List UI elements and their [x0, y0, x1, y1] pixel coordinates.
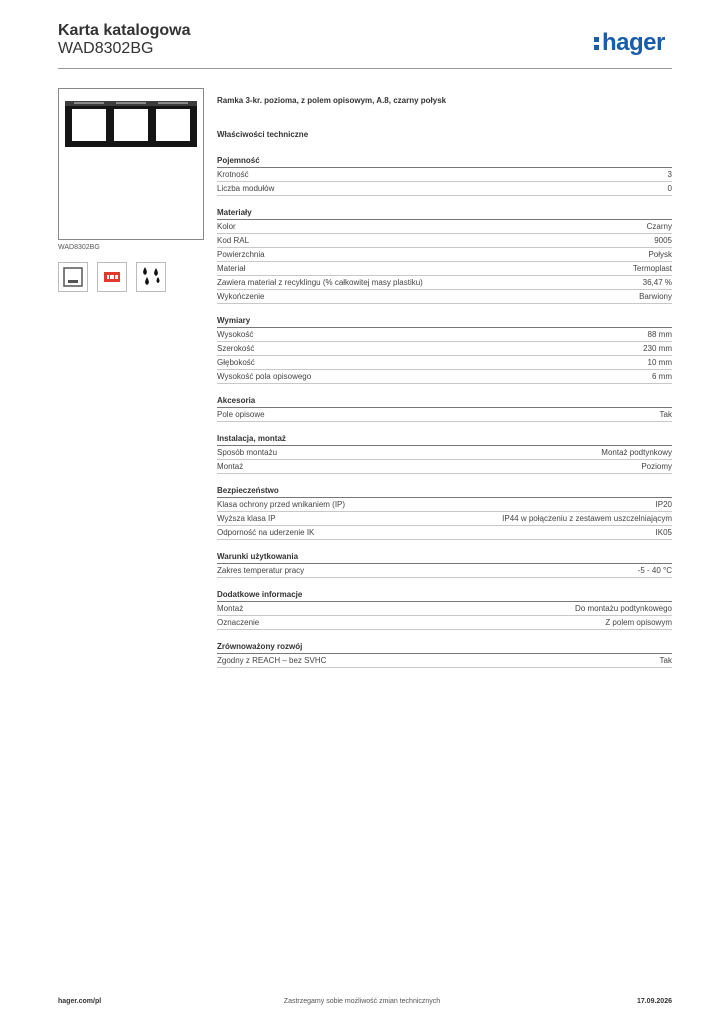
spec-row: [217, 512, 672, 526]
spec-label: Sposób montażu: [217, 448, 278, 457]
section-title: Pojemność: [217, 156, 672, 168]
specification-panel: [217, 96, 672, 668]
image-caption: WAD8302BG: [58, 244, 100, 251]
spec-value: 230 mm: [643, 344, 672, 353]
spec-row: [217, 328, 672, 342]
spec-value: 9005: [654, 236, 672, 245]
spec-value: Termoplast: [632, 264, 672, 273]
spec-row: [217, 220, 672, 234]
spec-label: Odporność na uderzenie IK: [217, 528, 315, 537]
spec-value: -5 - 40 °C: [637, 566, 672, 575]
product-image: [58, 88, 204, 240]
spec-value: Barwiony: [639, 292, 672, 301]
spec-row: [217, 182, 672, 196]
section-title: Zrównoważony rozwój: [217, 642, 672, 654]
spec-row: [217, 342, 672, 356]
spec-label: Montaż: [217, 604, 244, 613]
spec-value: IP20: [655, 500, 672, 509]
spec-section: [217, 316, 672, 384]
tech-properties-heading: Właściwości techniczne: [217, 130, 309, 139]
spec-row: [217, 564, 672, 578]
spec-section: [217, 208, 672, 304]
spec-row: [217, 262, 672, 276]
spec-value: Połysk: [648, 250, 672, 259]
spec-value: IK05: [655, 528, 672, 537]
spec-section: [217, 642, 672, 668]
spec-row: [217, 276, 672, 290]
spec-label: Kod RAL: [217, 236, 250, 245]
spec-label: Zgodny z REACH – bez SVHC: [217, 656, 327, 665]
spec-label: Wysokość pola opisowego: [217, 372, 312, 381]
spec-label: Klasa ochrony przed wnikaniem (IP): [217, 500, 346, 509]
feature-badges: [58, 262, 166, 292]
spec-row: [217, 446, 672, 460]
section-title: Wymiary: [217, 316, 672, 328]
doc-title: Karta katalogowa: [58, 22, 191, 39]
spec-row: [217, 408, 672, 422]
spec-label: Oznaczenie: [217, 618, 260, 627]
spec-label: Wysokość: [217, 330, 254, 339]
spec-value: Poziomy: [641, 462, 672, 471]
spec-row: [217, 290, 672, 304]
spec-row: [217, 168, 672, 182]
spec-label: Wyższa klasa IP: [217, 514, 276, 523]
spec-value: Tak: [659, 410, 672, 419]
spec-label: Pole opisowe: [217, 410, 265, 419]
ip-rating-icon: [97, 262, 127, 292]
spec-row: [217, 234, 672, 248]
section-title: Akcesoria: [217, 396, 672, 408]
spec-label: Liczba modułów: [217, 184, 275, 193]
spec-value: 3: [667, 170, 672, 179]
spec-value: IP44 w połączeniu z zestawem uszczelniającym: [502, 514, 672, 523]
section-title: Dodatkowe informacje: [217, 590, 672, 602]
spec-section: [217, 396, 672, 422]
spec-value: 88 mm: [647, 330, 672, 339]
spec-value: Czarny: [646, 222, 672, 231]
spec-row: [217, 654, 672, 668]
product-description: Ramka 3-kr. pozioma, z polem opisowym, A.8, czarny połysk: [217, 96, 447, 105]
doc-product-code: WAD8302BG: [58, 40, 154, 57]
spec-value: 36,47 %: [642, 278, 672, 287]
spec-row: [217, 602, 672, 616]
section-title: Materiały: [217, 208, 672, 220]
spec-value: 6 mm: [652, 372, 672, 381]
header-divider: [58, 68, 672, 69]
footer-date: 17.09.2026: [636, 998, 672, 1005]
spec-label: Materiał: [217, 264, 246, 273]
spec-row: [217, 460, 672, 474]
label-field-icon: [58, 262, 88, 292]
spec-row: [217, 356, 672, 370]
footer-website[interactable]: hager.com/pl: [58, 998, 102, 1005]
spec-row: [217, 498, 672, 512]
spec-section: [217, 156, 672, 196]
spec-section: [217, 590, 672, 630]
spec-section: [217, 434, 672, 474]
spec-sections: [217, 156, 672, 668]
spec-value: Do montażu podtynkowego: [575, 604, 672, 613]
water-drops-icon: [136, 262, 166, 292]
frame-3-gang-icon: [59, 89, 203, 239]
spec-label: Głębokość: [217, 358, 255, 367]
spec-row: [217, 616, 672, 630]
spec-value: 0: [667, 184, 672, 193]
spec-section: [217, 486, 672, 540]
spec-label: Wykończenie: [217, 292, 265, 301]
spec-value: Montaż podtynkowy: [601, 448, 672, 457]
spec-label: Krotność: [217, 170, 249, 179]
section-title: Warunki użytkowania: [217, 552, 672, 564]
spec-section: [217, 552, 672, 578]
spec-value: 10 mm: [647, 358, 672, 367]
spec-label: Zawiera materiał z recyklingu (% całkowitej masy plastiku): [217, 278, 423, 287]
spec-row: [217, 370, 672, 384]
hager-logo: [594, 30, 665, 56]
spec-label: Powierzchnia: [217, 250, 265, 259]
footer-disclaimer: Zastrzegamy sobie możliwość zmian technicznych: [283, 998, 441, 1005]
spec-value: Tak: [659, 656, 672, 665]
spec-row: [217, 526, 672, 540]
section-title: Bezpieczeństwo: [217, 486, 672, 498]
spec-label: Montaż: [217, 462, 244, 471]
logo-text: hager: [602, 29, 665, 56]
spec-row: [217, 248, 672, 262]
spec-label: Zakres temperatur pracy: [217, 566, 305, 575]
spec-value: Z polem opisowym: [605, 618, 672, 627]
logo-dots-icon: [594, 37, 599, 50]
spec-label: Szerokość: [217, 344, 255, 353]
section-title: Instalacja, montaż: [217, 434, 672, 446]
spec-label: Kolor: [217, 222, 236, 231]
